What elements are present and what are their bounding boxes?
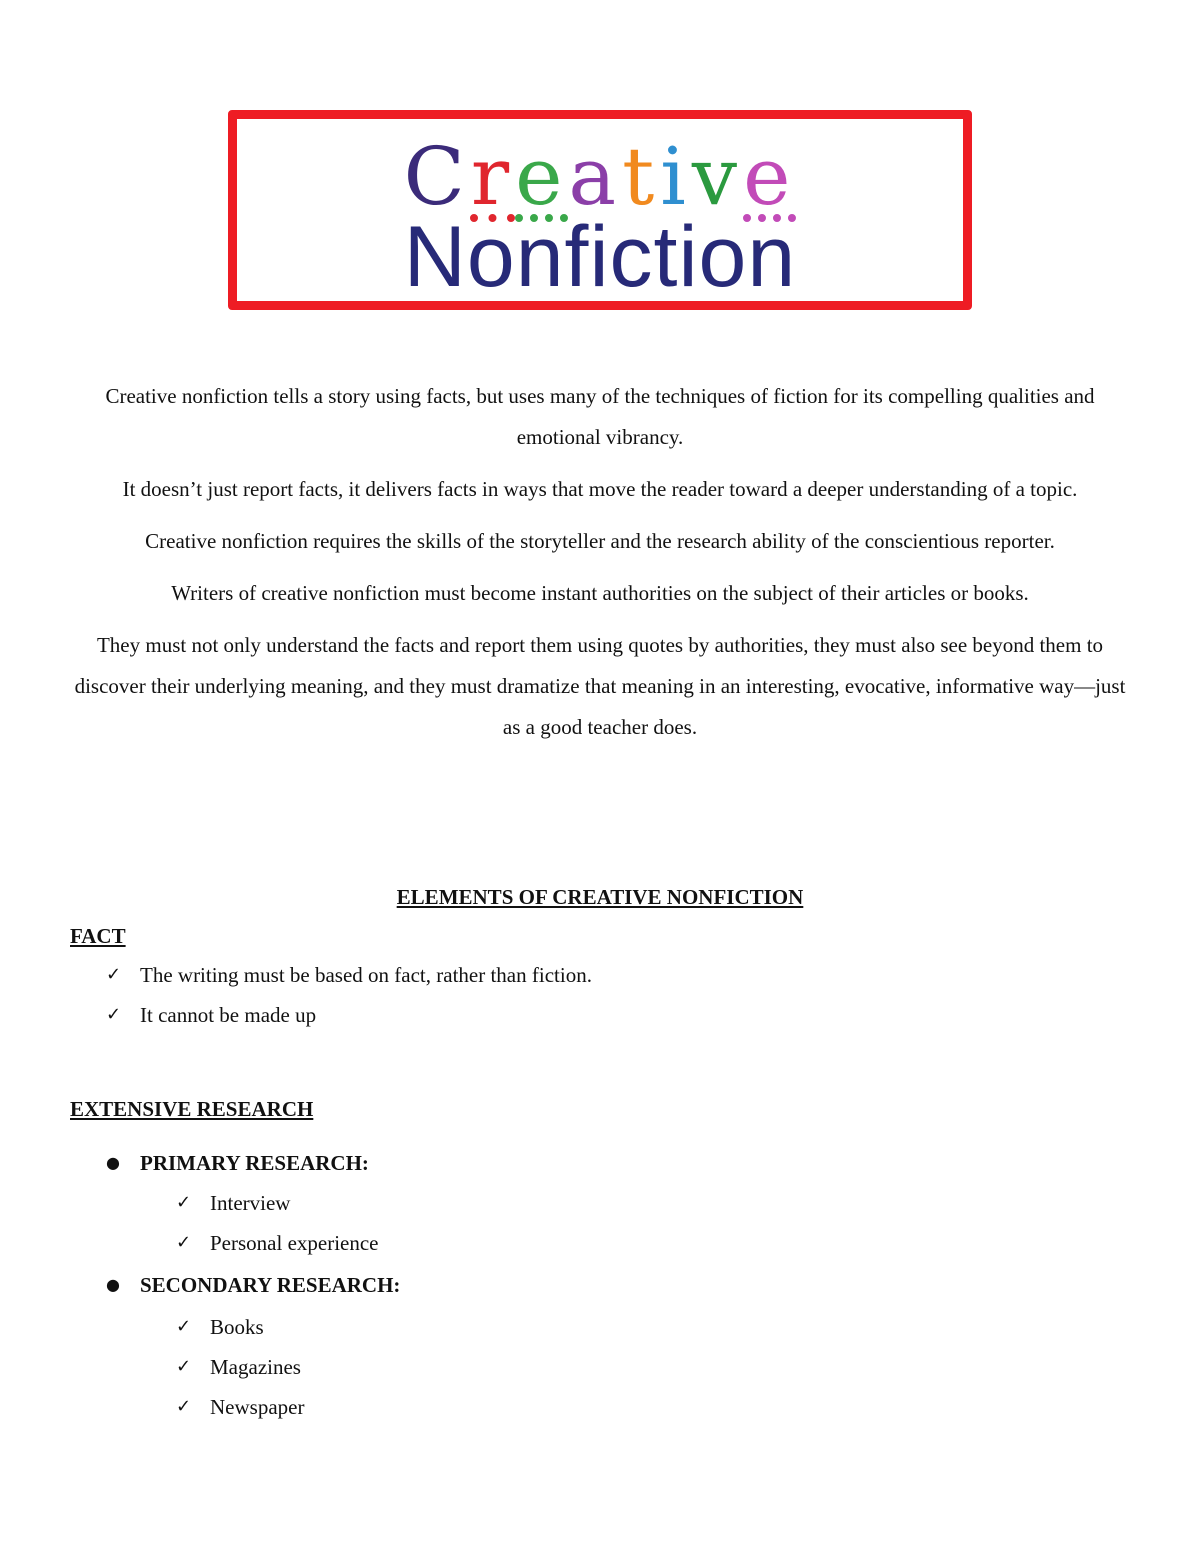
bullet-icon: ● [106,1153,120,1172]
research-heading: EXTENSIVE RESEARCH [70,1097,314,1121]
banner-letter: e [515,130,569,223]
banner-letter: a [568,130,623,223]
intro-paragraph: Creative nonfiction requires the skills of the storyteller and the research ability of the conscientious reporter. [145,529,1055,553]
checkmark-icon: ✓ [106,964,122,985]
list-item-text: Interview [210,1191,291,1215]
checkmark-icon: ✓ [176,1232,192,1253]
list-item-text: Books [210,1315,264,1339]
banner-letter: e [743,130,797,223]
secondary-research-label: SECONDARY RESEARCH: [140,1273,401,1297]
checkmark-icon: ✓ [176,1316,192,1337]
title-banner [228,110,972,310]
checkmark-icon: ✓ [176,1356,192,1377]
list-item-text: Magazines [210,1355,301,1379]
banner-title-nonfiction: Nonfiction [403,209,797,305]
banner-letter: v [691,130,744,223]
intro-paragraph: Creative nonfiction tells a story using facts, but uses many of the techniques of fiction for its compelling qualities and emotional vibrancy. [105,384,1095,449]
banner-letter: i [660,130,692,223]
intro-paragraph: They must not only understand the facts and report them using quotes by authorities, they must also see beyond them to discover their underlying meaning, and they must dramatize that meaning in an interesting, evocative, informative way—just as a good teacher does. [74,633,1126,739]
banner-letter: C [403,130,471,223]
list-item-text: It cannot be made up [140,1003,317,1027]
primary-research-label: PRIMARY RESEARCH: [140,1151,369,1175]
list-item-text: The writing must be based on fact, rather than fiction. [140,963,592,987]
intro-paragraph: Writers of creative nonfiction must become instant authorities on the subject of their articles or books. [171,581,1029,605]
checkmark-icon: ✓ [176,1396,192,1417]
fact-heading: FACT [70,924,126,948]
checkmark-icon: ✓ [176,1192,192,1213]
bullet-icon: ● [106,1275,120,1294]
list-item-text: Personal experience [210,1231,379,1255]
checkmark-icon: ✓ [106,1004,122,1025]
section-title: ELEMENTS OF CREATIVE NONFICTION [396,885,804,909]
banner-letter: r [470,130,516,223]
list-item-text: Newspaper [210,1395,305,1419]
banner-letter: t [622,130,661,223]
intro-paragraph: It doesn’t just report facts, it delivers facts in ways that move the reader toward a deeper understanding of a topic. [122,477,1078,501]
intro-text [70,376,1130,759]
